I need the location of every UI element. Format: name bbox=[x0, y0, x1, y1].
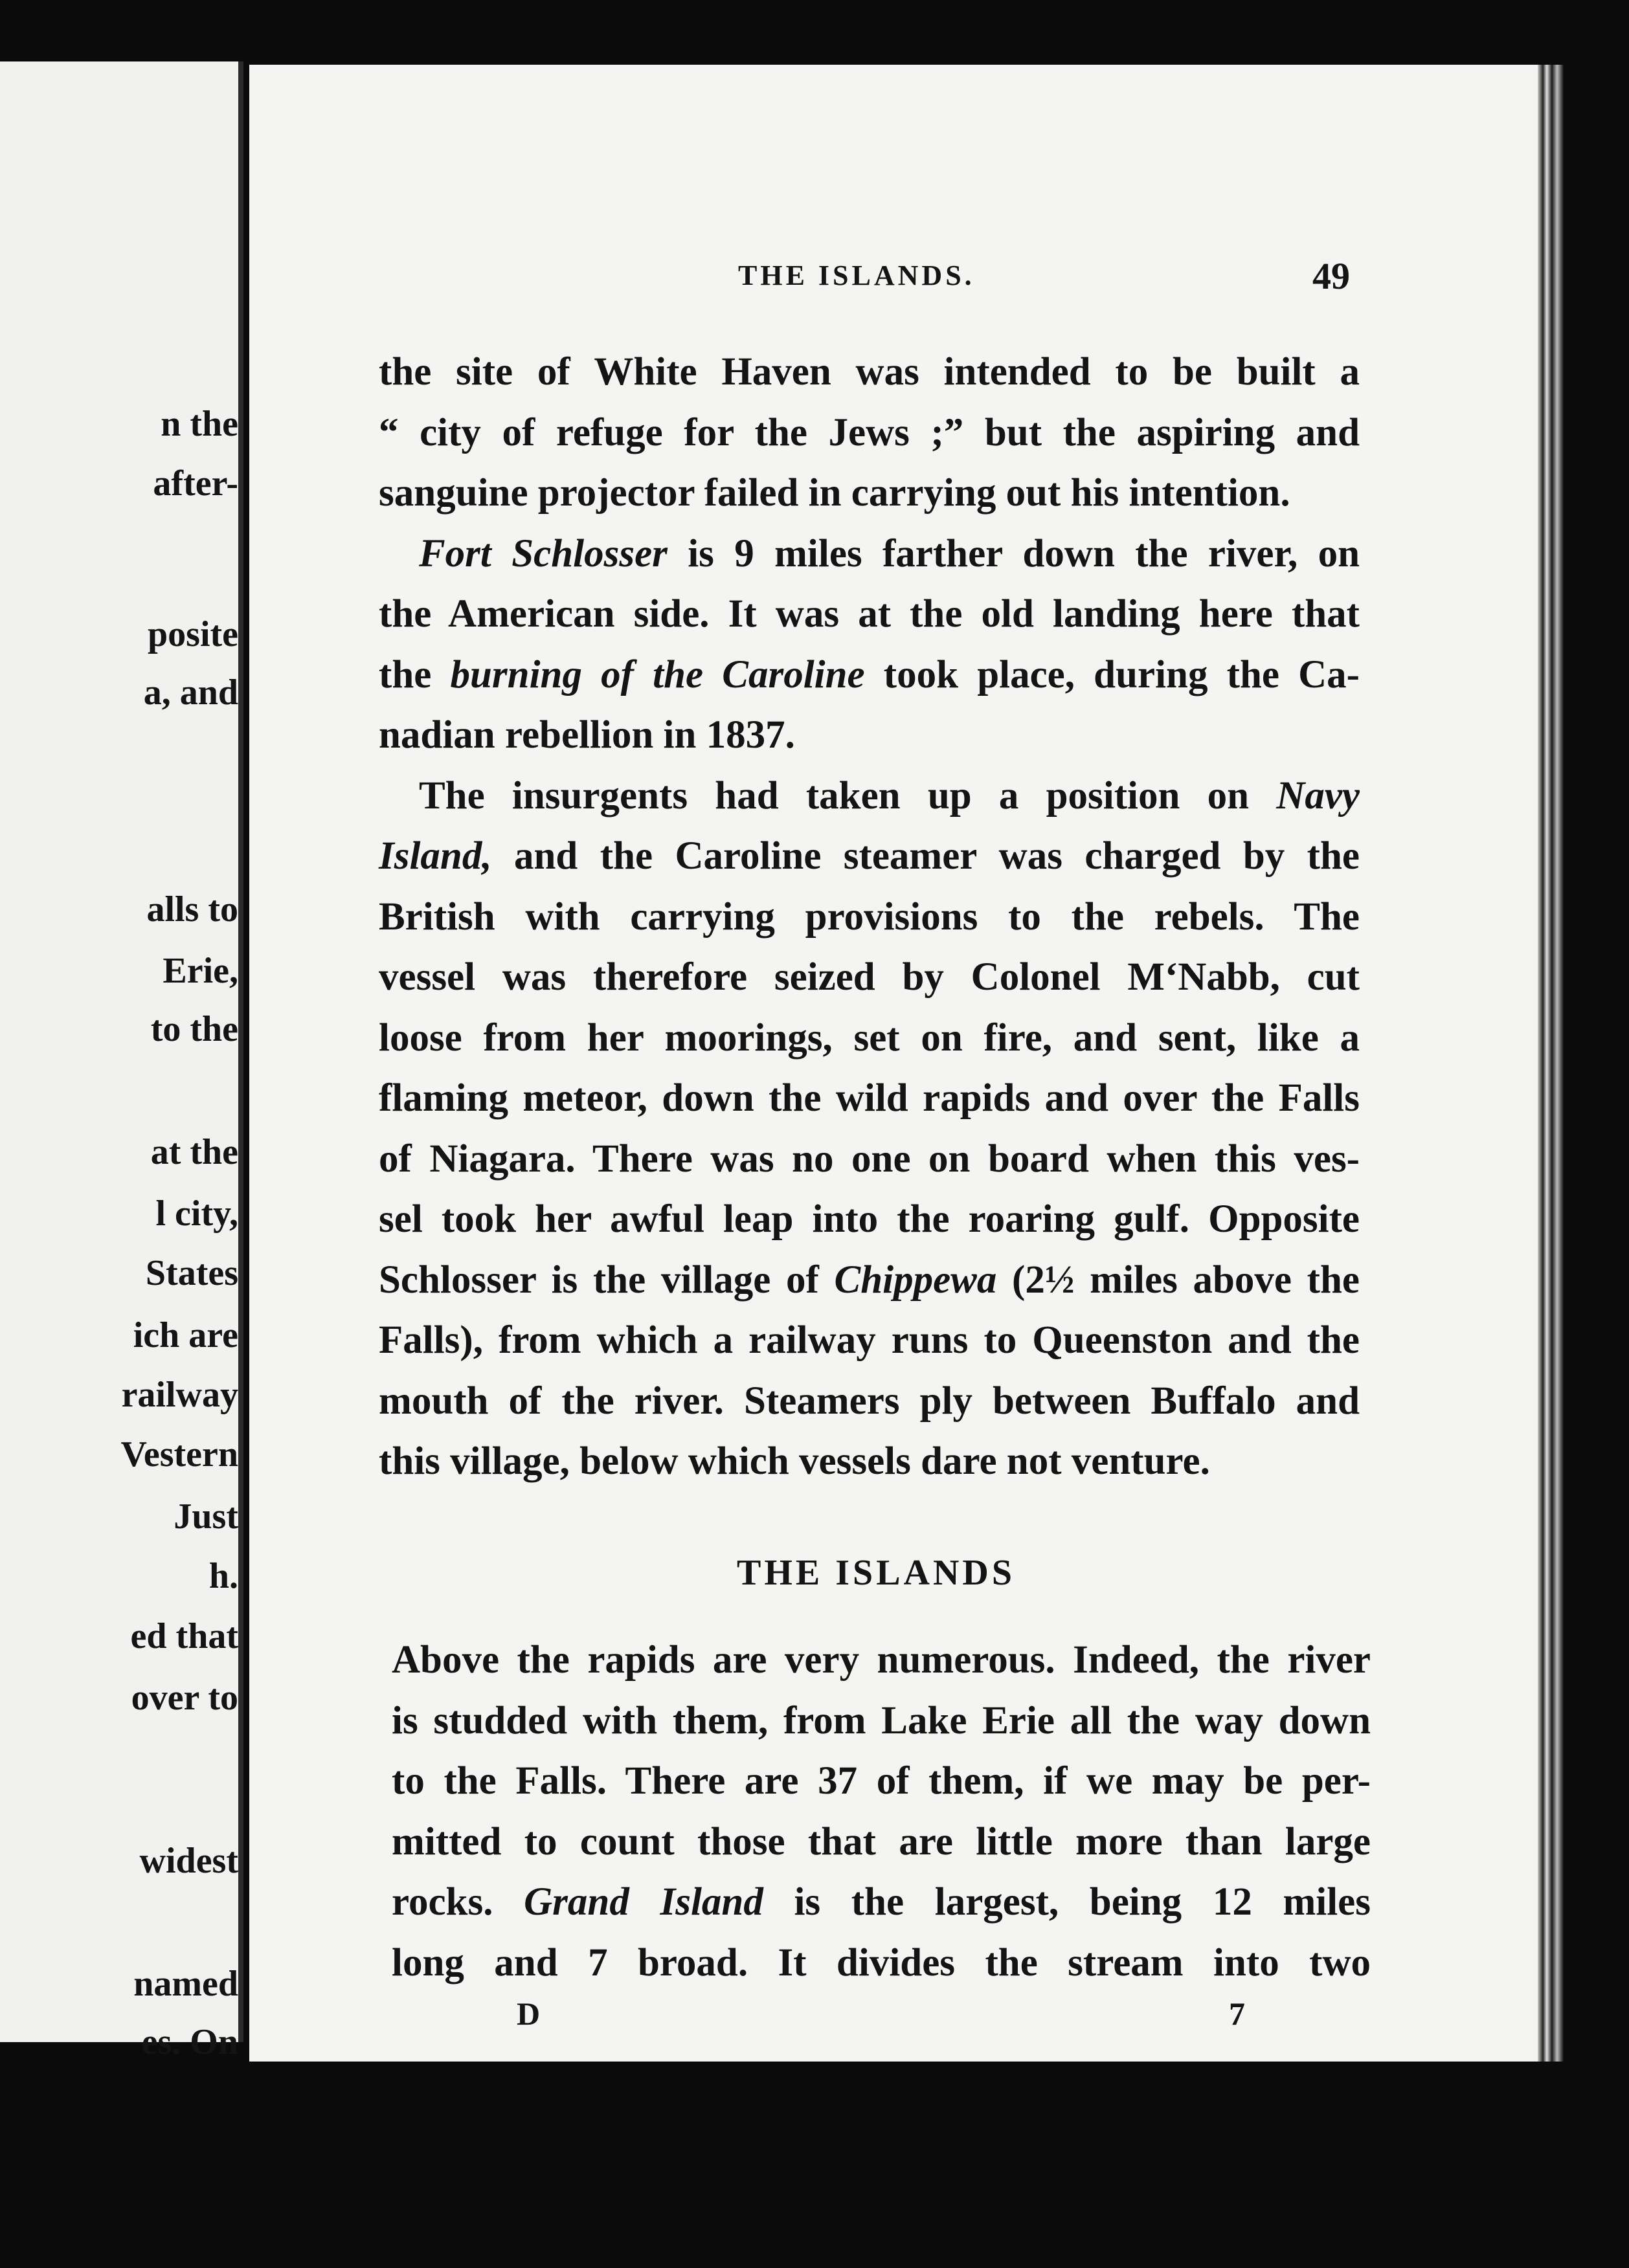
text-line bbox=[392, 1752, 1371, 1810]
text-segment: Schlosser is the village of bbox=[379, 1258, 835, 1302]
text-line bbox=[379, 827, 1360, 885]
text-line bbox=[392, 1873, 1371, 1931]
text-segment: is the largest, being 12 miles bbox=[763, 1880, 1371, 1924]
left-fragment: es. On bbox=[141, 2022, 238, 2062]
left-fragment: l city, bbox=[155, 1194, 238, 1234]
text-segment: nadian rebellion in 1837. bbox=[379, 713, 795, 757]
text-segment: mitted to count those that are little more than large bbox=[392, 1819, 1371, 1863]
left-page bbox=[0, 61, 243, 2062]
left-fragment: a, and bbox=[143, 673, 238, 713]
text-line bbox=[379, 706, 1360, 764]
text-segment: Fort Schlosser bbox=[419, 531, 668, 575]
text-line bbox=[392, 1692, 1371, 1750]
left-fragment: ich are bbox=[133, 1315, 238, 1355]
text-line bbox=[379, 1432, 1360, 1491]
left-fragment: to the bbox=[150, 1009, 238, 1049]
text-segment: British with carrying provisions to the rebels. The bbox=[379, 895, 1360, 939]
text-segment: to the Falls. There are 37 of them, if we may be per- bbox=[392, 1759, 1371, 1803]
text-line bbox=[379, 888, 1360, 946]
text-segment: Chippewa bbox=[834, 1258, 997, 1302]
text-segment: the bbox=[379, 652, 451, 696]
signature-mark: D bbox=[517, 1996, 541, 2032]
text-segment: Grand Island bbox=[524, 1880, 763, 1924]
text-line bbox=[419, 767, 1360, 825]
left-fragment: n the bbox=[161, 404, 238, 444]
text-line bbox=[379, 404, 1360, 462]
left-fragment: after- bbox=[153, 463, 238, 504]
left-fragment: at the bbox=[150, 1132, 238, 1172]
left-fragment: ed that bbox=[130, 1616, 238, 1656]
page-number: 49 bbox=[1312, 255, 1350, 297]
text-line bbox=[379, 1311, 1360, 1370]
text-line bbox=[392, 1934, 1371, 1992]
text-line bbox=[392, 1631, 1371, 1689]
text-line bbox=[379, 464, 1360, 522]
text-segment: burning of the Caroline bbox=[450, 652, 865, 696]
text-segment: loose from her moorings, set on fire, and sent, like a bbox=[379, 1016, 1360, 1060]
text-line bbox=[379, 585, 1360, 643]
text-segment: of Niagara. There was no one on board when this ves- bbox=[379, 1137, 1360, 1181]
left-fragment: railway bbox=[121, 1375, 238, 1415]
text-segment: took place, during the Ca- bbox=[864, 652, 1360, 696]
text-segment: the site of White Haven was intended to be built a bbox=[379, 350, 1360, 394]
left-fragment: Just bbox=[174, 1496, 238, 1537]
text-segment: Island, bbox=[379, 834, 492, 878]
text-line bbox=[379, 1372, 1360, 1430]
text-segment: sanguine projector failed in carrying out his intention. bbox=[379, 471, 1290, 515]
text-segment: The insurgents had taken up a position on bbox=[419, 773, 1277, 817]
signature-number: 7 bbox=[1229, 1996, 1245, 2032]
left-fragment: Vestern bbox=[120, 1434, 238, 1474]
text-segment: this village, below which vessels dare not venture. bbox=[379, 1440, 1210, 1483]
left-fragment: posite bbox=[148, 614, 238, 654]
left-fragment: widest bbox=[139, 1841, 238, 1881]
text-line bbox=[379, 1251, 1360, 1309]
section-heading: THE ISLANDS bbox=[737, 1553, 1016, 1593]
text-line bbox=[392, 1813, 1371, 1871]
text-segment: “ city of refuge for the Jews ;” but the aspiring and bbox=[379, 410, 1360, 454]
left-fragment: h. bbox=[208, 1556, 238, 1596]
text-line bbox=[379, 948, 1360, 1006]
running-head: THE ISLANDS. bbox=[738, 260, 975, 291]
text-segment: flaming meteor, down the wild rapids and over the Falls bbox=[379, 1076, 1360, 1120]
text-segment: Above the rapids are very numerous. Indeed, the river bbox=[392, 1638, 1371, 1682]
text-segment: Navy bbox=[1276, 773, 1360, 817]
text-segment: sel took her awful leap into the roaring gulf. Opposite bbox=[379, 1197, 1360, 1241]
text-line bbox=[379, 1069, 1360, 1128]
text-segment: is 9 miles farther down the river, on bbox=[667, 531, 1360, 575]
left-fragment: named bbox=[133, 1964, 238, 2004]
text-segment: vessel was therefore seized by Colonel M‘Nabb, cut bbox=[379, 955, 1360, 999]
left-fragment: Erie, bbox=[163, 951, 238, 991]
text-line bbox=[379, 1009, 1360, 1067]
text-line bbox=[419, 525, 1360, 583]
text-segment: (2½ miles above the bbox=[996, 1258, 1360, 1302]
left-fragment: States bbox=[145, 1253, 238, 1293]
text-segment: rocks. bbox=[392, 1880, 524, 1924]
text-segment: the American side. It was at the old landing here that bbox=[379, 592, 1360, 636]
text-segment: mouth of the river. Steamers ply between Buffalo and bbox=[379, 1379, 1360, 1423]
left-fragment: over to bbox=[131, 1678, 238, 1718]
text-line bbox=[379, 343, 1360, 401]
left-fragment: alls to bbox=[146, 889, 238, 929]
book-edge bbox=[1538, 65, 1564, 2062]
text-line bbox=[379, 1190, 1360, 1249]
text-segment: is studded with them, from Lake Erie all the way down bbox=[392, 1698, 1371, 1742]
text-segment: Falls), from which a railway runs to Queenston and the bbox=[379, 1318, 1360, 1362]
text-line bbox=[379, 646, 1360, 704]
text-segment: and the Caroline steamer was charged by the bbox=[491, 834, 1360, 878]
text-line bbox=[379, 1130, 1360, 1188]
text-segment: long and 7 broad. It divides the stream into two bbox=[392, 1940, 1371, 1984]
